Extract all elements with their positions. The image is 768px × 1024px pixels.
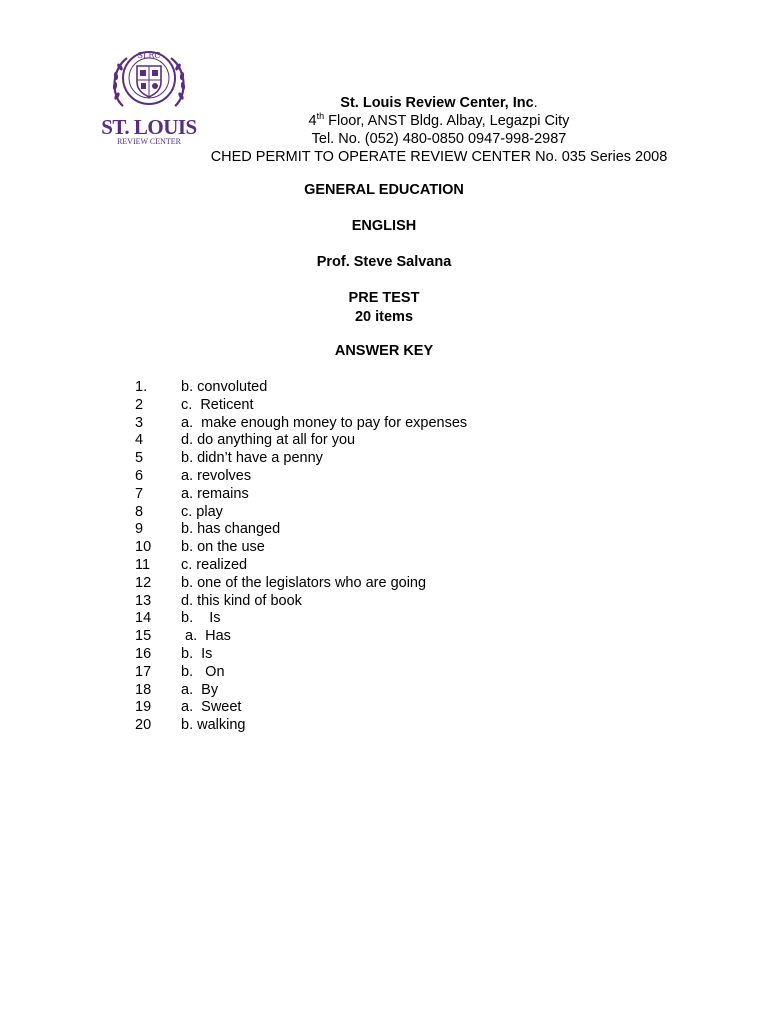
answer-number: 18 <box>135 681 152 698</box>
answer-text: a. revolves <box>181 467 252 484</box>
answer-number: 20 <box>135 717 152 734</box>
answer-number: 19 <box>135 699 152 716</box>
professor-name: Prof. Steve Salvana <box>316 254 452 270</box>
logo-subtitle: REVIEW CENTER <box>116 137 182 146</box>
answer-text: d. this kind of book <box>181 592 302 609</box>
answer-text: a. By <box>181 681 219 698</box>
answer-text: b. has changed <box>181 521 281 538</box>
answer-number: 15 <box>135 628 152 645</box>
logo-name: ST. LOUIS <box>101 115 197 139</box>
item-count: 20 items <box>354 309 414 325</box>
address-number: 4 <box>308 113 317 129</box>
answer-text: a. Has <box>185 628 231 645</box>
org-name: St. Louis Review Center, Inc <box>340 95 534 111</box>
crest-icon <box>97 44 201 148</box>
letterhead <box>190 94 688 166</box>
answer-number: 6 <box>135 467 144 484</box>
answer-number: 17 <box>135 663 152 680</box>
answer-number: 4 <box>135 432 144 449</box>
answer-text: b. walking <box>181 717 246 734</box>
address-line <box>190 112 688 130</box>
answer-text: c. realized <box>181 556 248 573</box>
answer-text: b. on the use <box>181 539 265 556</box>
test-title <box>0 289 768 327</box>
address-superscript: th <box>316 111 325 121</box>
answer-number: 16 <box>135 645 152 662</box>
answer-text: a. Sweet <box>181 699 242 716</box>
answer-number: 2 <box>135 396 144 413</box>
answer-number: 8 <box>135 503 144 520</box>
permit-line: CHED PERMIT TO OPERATE REVIEW CENTER No. 035 Series 2008 <box>210 149 668 165</box>
answer-number: 13 <box>135 592 152 609</box>
answer-number: 1. <box>135 379 148 395</box>
answer-text: b. didn’t have a penny <box>181 450 323 467</box>
subject-area-title: GENERAL EDUCATION <box>304 182 464 198</box>
answer-text: c. Reticent <box>181 396 254 413</box>
answer-number: 9 <box>135 521 144 538</box>
logo-arc-text: SLRC <box>137 51 161 60</box>
answer-number: 12 <box>135 574 152 591</box>
answer-number: 5 <box>135 450 144 467</box>
answer-text: c. play <box>181 503 223 520</box>
answer-text: b. Is <box>181 610 221 627</box>
answer-key-heading: ANSWER KEY <box>334 343 434 359</box>
org-name-suffix: . <box>533 95 538 111</box>
answer-text: b. Is <box>181 645 213 662</box>
answer-text: a. make enough money to pay for expenses <box>181 414 468 431</box>
telephone-line: Tel. No. (052) 480-0850 0947-998-2987 <box>311 131 567 147</box>
answer-text: b. On <box>181 663 225 680</box>
answer-number: 14 <box>135 610 152 627</box>
answer-number: 10 <box>135 539 152 556</box>
st-louis-logo <box>97 44 201 148</box>
answer-number: 3 <box>135 414 144 431</box>
address-text: Floor, ANST Bldg. Albay, Legazpi City <box>324 113 570 129</box>
subject-title: ENGLISH <box>351 218 417 234</box>
test-name: PRE TEST <box>348 290 420 306</box>
answer-text: d. do anything at all for you <box>181 432 356 449</box>
org-line <box>190 94 688 112</box>
answer-text: b. one of the legislators who are going <box>181 574 427 591</box>
answer-number: 7 <box>135 485 144 502</box>
answer-text: a. remains <box>181 485 249 502</box>
answer-number: 11 <box>135 556 151 573</box>
answer-text: b. convoluted <box>181 379 268 395</box>
